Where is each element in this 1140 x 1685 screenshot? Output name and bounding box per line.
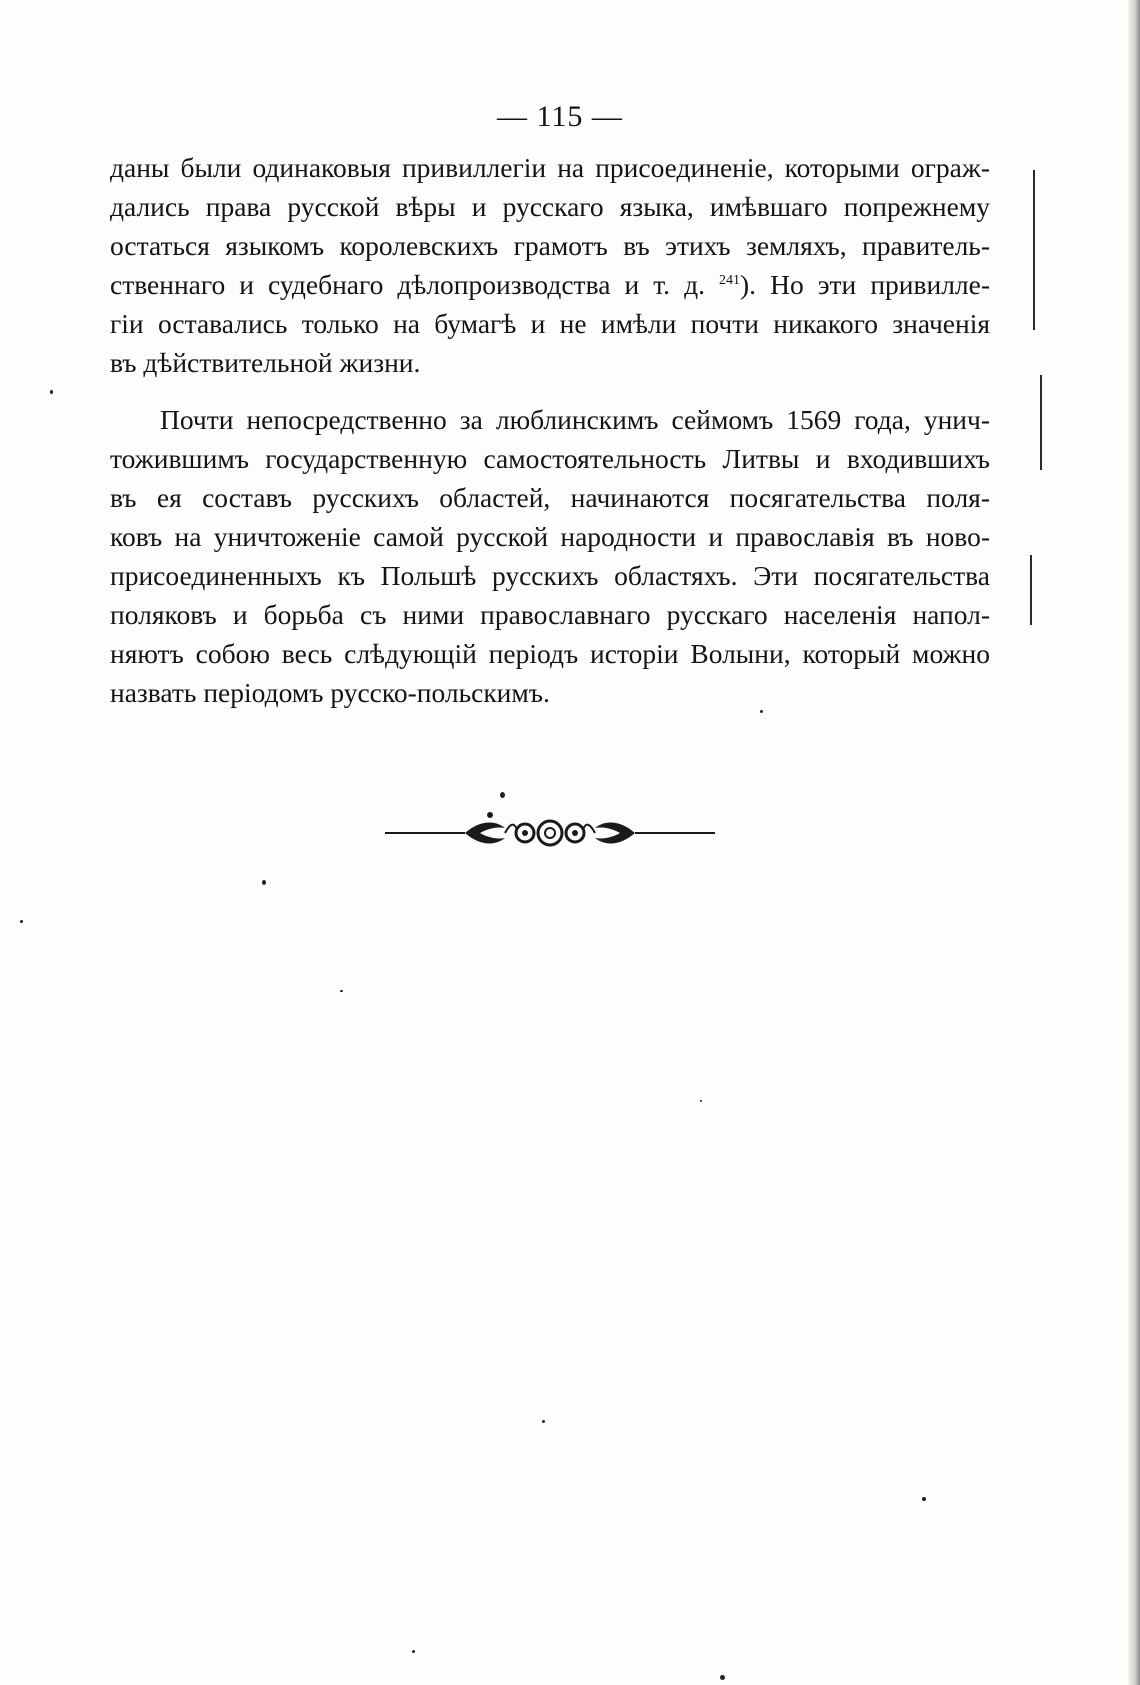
text-line: ковъ на уничтоженіе самой русской народности и православія въ ново-: [110, 521, 990, 552]
paragraph-1: [110, 148, 990, 382]
ink-speck: [760, 710, 763, 713]
footnote-reference: 241: [719, 272, 740, 288]
text-line-start: ственнаго и судебнаго дѣлопроизводства и т. д.: [110, 269, 705, 300]
page-edge-shadow: [1128, 0, 1140, 1685]
text-line: остаться языкомъ королевскихъ грамотъ въ этихъ земляхъ, правитель-: [110, 230, 990, 261]
ink-speck: [262, 880, 266, 885]
text-line: присоединенныхъ къ Польшѣ русскихъ областяхъ. Эти посягательства: [110, 560, 990, 591]
body-text: [110, 148, 990, 712]
ink-speck: [700, 1100, 702, 1102]
text-line: Почти непосредственно за люблинскимъ сеймомъ 1569 года, унич-: [160, 404, 990, 435]
margin-pencil-mark: [1040, 375, 1042, 470]
text-line: няютъ собою весь слѣдующій періодъ исторіи Волыни, который можно: [110, 638, 990, 669]
page-number: — 115 —: [497, 100, 623, 133]
ink-speck: [922, 1497, 926, 1501]
margin-pencil-mark: [1030, 555, 1032, 625]
ink-speck: [340, 990, 343, 992]
text-line-tail: ). Но эти привилле-: [740, 269, 991, 300]
text-line: назвать періодомъ русско-польскимъ.: [110, 677, 550, 708]
text-line: даны были одинаковыя привиллегіи на присоединеніе, которыми ограж-: [110, 152, 990, 183]
text-line: въ ея составъ русскихъ областей, начинаются посягательства поля-: [110, 482, 990, 513]
margin-pencil-mark: [1033, 170, 1035, 330]
ink-speck: [720, 1675, 725, 1680]
paragraph-2: [110, 400, 990, 712]
ink-speck: [50, 390, 53, 394]
text-line: поляковъ и борьба съ ними православнаго русскаго населенія напол-: [110, 599, 990, 630]
ink-speck: [412, 1650, 415, 1653]
ornament-divider-icon: [385, 808, 715, 858]
ink-speck: [500, 792, 505, 798]
text-line: дались права русской вѣры и русскаго языка, имѣвшаго попрежнему: [110, 191, 990, 222]
text-line-with-footnote: [110, 265, 990, 304]
text-line: тожившимъ государственную самостоятельность Литвы и входившихъ: [110, 443, 990, 474]
paragraph-gap: [110, 382, 990, 400]
text-line: въ дѣйствительной жизни.: [110, 347, 421, 378]
ink-speck: [20, 920, 23, 923]
ink-speck: [542, 1420, 545, 1423]
text-line: гіи оставались только на бумагѣ и не имѣли почти никакого значенія: [110, 308, 990, 339]
